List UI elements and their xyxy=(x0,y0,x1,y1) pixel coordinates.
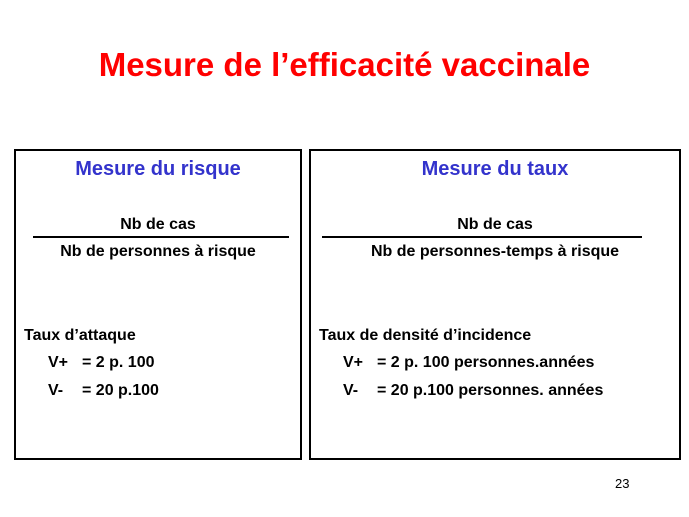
attack-rate-unvaccinated-row xyxy=(48,382,159,400)
rate-value: = 2 p. 100 personnes.années xyxy=(377,354,595,371)
risk-fraction-line xyxy=(33,236,289,238)
risk-measure-heading: Mesure du risque xyxy=(75,158,241,180)
incidence-density-title: Taux de densité d’incidence xyxy=(319,327,532,344)
slide-title: Mesure de l’efficacité vaccinale xyxy=(98,46,591,83)
rate-fraction-numerator: Nb de cas xyxy=(457,216,533,233)
group-label: V+ xyxy=(48,354,69,371)
page-number: 23 xyxy=(615,476,630,491)
risk-fraction-denominator: Nb de personnes à risque xyxy=(60,243,256,260)
group-label: V- xyxy=(343,382,359,399)
attack-rate-vaccinated-row xyxy=(48,354,155,372)
rate-value: = 20 p.100 personnes. années xyxy=(377,382,604,399)
rate-measure-heading: Mesure du taux xyxy=(421,158,569,180)
rate-measure-box xyxy=(309,149,681,460)
rate-value: = 20 p.100 xyxy=(82,382,159,399)
attack-rate-title: Taux d’attaque xyxy=(24,327,136,344)
incidence-unvaccinated-row xyxy=(343,382,603,400)
group-label: V- xyxy=(48,382,64,399)
incidence-vaccinated-row xyxy=(343,354,594,372)
rate-value: = 2 p. 100 xyxy=(82,354,155,371)
risk-measure-box xyxy=(14,149,302,460)
rate-fraction-denominator: Nb de personnes-temps à risque xyxy=(370,243,620,260)
group-label: V+ xyxy=(343,354,364,371)
rate-fraction-line xyxy=(322,236,642,238)
risk-fraction-numerator: Nb de cas xyxy=(120,216,196,233)
